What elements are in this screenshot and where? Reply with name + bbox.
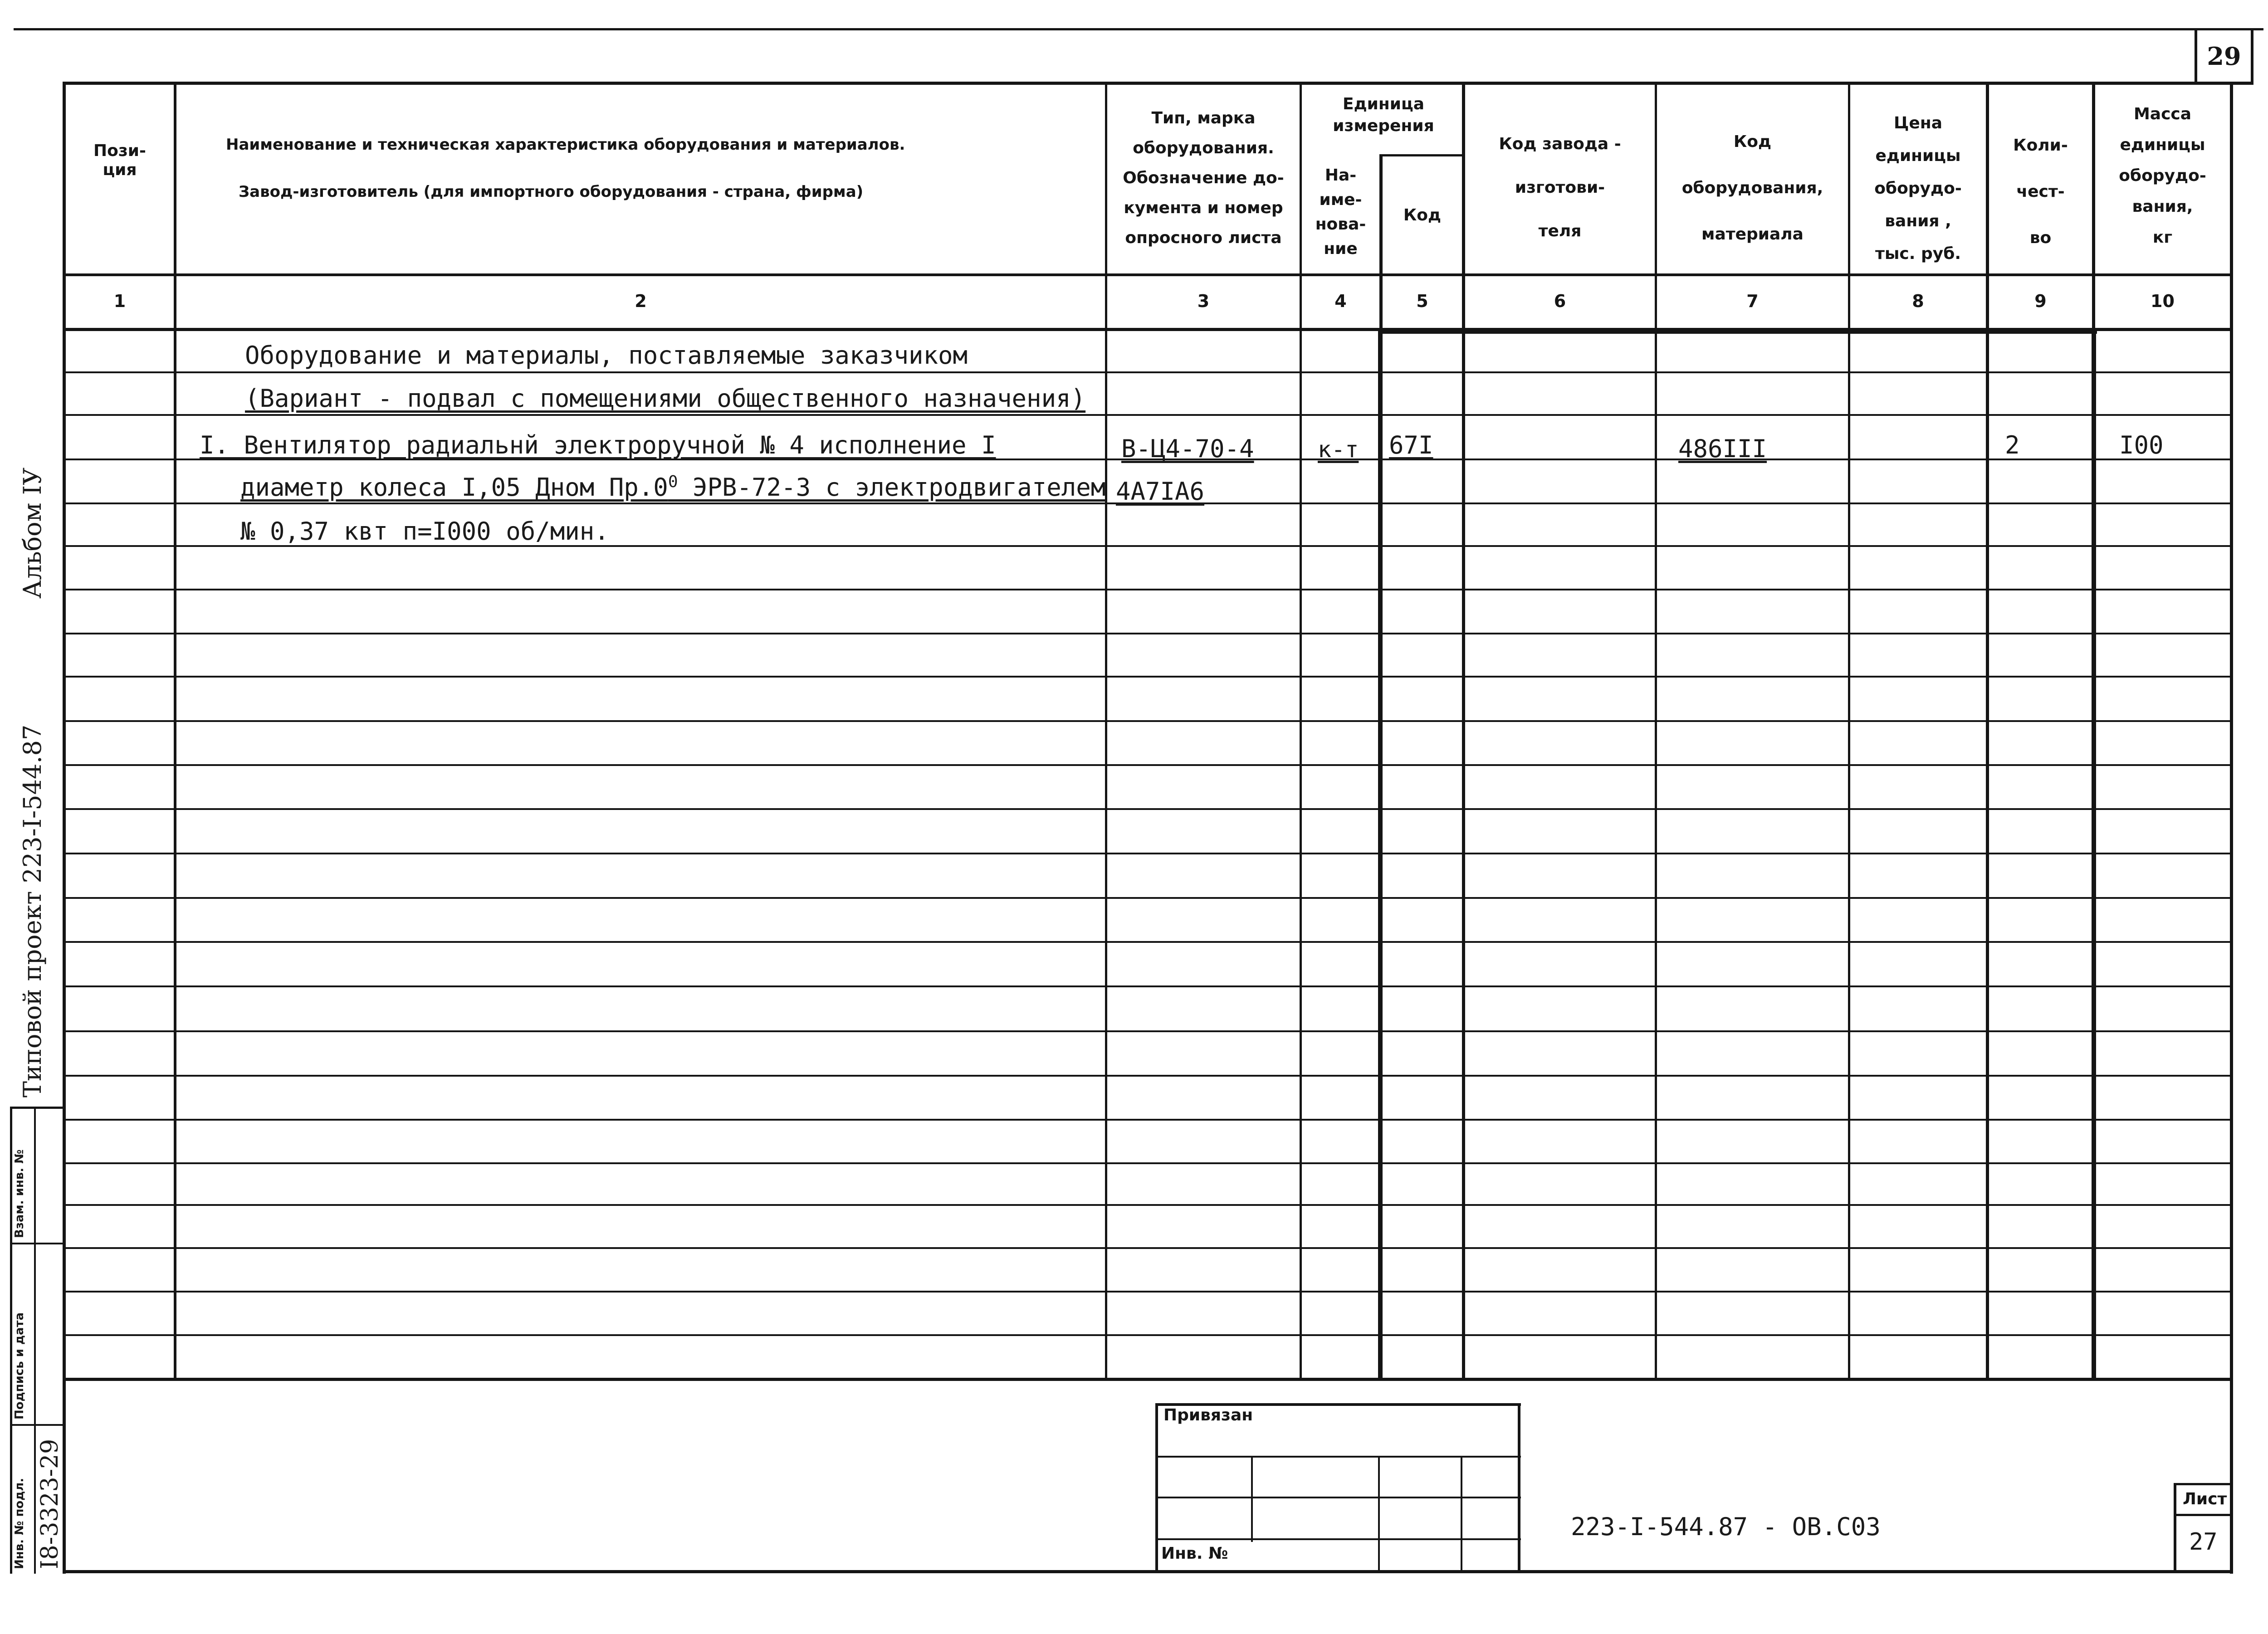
- stamp-left: [10, 1107, 12, 1574]
- section-title: Оборудование и материалы, поставляемые заказчиком: [245, 341, 968, 370]
- column-number: 7: [1746, 291, 1759, 311]
- row-line: [63, 1204, 2233, 1206]
- row-line: [63, 1075, 2233, 1077]
- col-line-5: [1462, 82, 1465, 1381]
- item-equipment-code: 486III: [1678, 434, 1767, 463]
- page-top-rule: [14, 28, 2263, 30]
- table-body-bottom: [63, 1378, 2233, 1381]
- column-number: 8: [1912, 291, 1924, 311]
- row-line: [63, 1334, 2233, 1336]
- column-number: 6: [1554, 291, 1566, 311]
- header-col5: Код: [1403, 206, 1442, 224]
- title-block-row: [1155, 1456, 1521, 1458]
- item-type-2: 4А7IА6: [1116, 477, 1205, 506]
- bold-box-right: [2092, 330, 2096, 1381]
- header-col7: Код оборудования, материала: [1681, 132, 1823, 244]
- header-col6: Код завода - изготови- теля: [1499, 135, 1621, 240]
- row-line: [63, 985, 2233, 987]
- table-right: [2230, 82, 2233, 1574]
- title-block-col: [1378, 1456, 1380, 1572]
- table-bottom: [63, 1570, 2233, 1573]
- item-unit-code: 67I: [1389, 431, 1433, 459]
- row-line: [63, 853, 2233, 854]
- item-unit-name: к-т: [1318, 436, 1359, 463]
- row-line: [63, 1162, 2233, 1164]
- table-left: [63, 82, 66, 1574]
- col-line-6: [1655, 82, 1657, 1381]
- column-number: 2: [635, 291, 647, 311]
- unit-group-divider: [1379, 154, 1465, 156]
- title-block-row: [1155, 1497, 1521, 1498]
- title-block-left: [1155, 1403, 1158, 1572]
- header-col4: На- име- нова- ние: [1315, 166, 1366, 258]
- stamp-label: Взам. инв. №: [13, 1149, 26, 1238]
- col-line-3: [1300, 82, 1302, 1381]
- item-mass: I00: [2119, 431, 2164, 459]
- row-line: [63, 1291, 2233, 1293]
- column-number: 4: [1334, 291, 1347, 311]
- header-col1: Пози- ция: [93, 141, 146, 179]
- row-line: [63, 633, 2233, 634]
- bound-label: Привязан: [1163, 1406, 1253, 1424]
- row-line: [63, 371, 2233, 373]
- title-block-row: [1155, 1538, 1521, 1540]
- item-quantity: 2: [2005, 431, 2020, 459]
- document-code: 223-I-544.87 - ОВ.С03: [1571, 1512, 1881, 1541]
- album-label: Альбом IУ: [18, 467, 47, 599]
- section-subtitle: (Вариант - подвал с помещениями общественного назначения): [245, 384, 1086, 413]
- column-number: 5: [1416, 291, 1428, 311]
- stamp-col: [34, 1107, 36, 1574]
- stamp-label: Инв. № подл.: [13, 1478, 26, 1569]
- sheet-box-mid: [2174, 1514, 2233, 1516]
- title-block-col: [1251, 1456, 1253, 1542]
- header-col9: Коли- чест- во: [2013, 136, 2068, 247]
- header-col3: Тип, марка оборудования. Обозначение до- кумента и номер опросного листа: [1123, 109, 1284, 247]
- stamp-divider: [10, 1243, 64, 1244]
- row-line: [63, 941, 2233, 943]
- row-line: [63, 676, 2233, 678]
- bold-box-top: [1379, 330, 2097, 334]
- row-line: [63, 414, 2233, 416]
- col-line-2: [1105, 82, 1107, 1381]
- item-line-1: I. Вентилятор радиальнй электроручной № 4 исполнение I: [200, 431, 996, 459]
- title-block-col: [1461, 1456, 1462, 1572]
- sheet-box-left: [2174, 1483, 2176, 1572]
- row-line: [63, 1119, 2233, 1121]
- title-block-right: [1518, 1403, 1520, 1572]
- column-number: 3: [1197, 291, 1210, 311]
- row-line: [63, 589, 2233, 590]
- column-number: 1: [113, 291, 126, 311]
- col-line-7: [1848, 82, 1850, 1381]
- sheet-box-top: [2174, 1483, 2233, 1485]
- column-number: 9: [2034, 291, 2047, 311]
- item-type-1: В-Ц4-70-4: [1121, 434, 1254, 463]
- stamp-top: [10, 1107, 64, 1109]
- col-line-1: [174, 82, 176, 1381]
- item-line-2: диаметр колеса I,05 Дном $Пр.0^0$ ЭРВ-72-3 с электродвигателем: [240, 473, 1106, 502]
- header-unit-group: Единица измерения: [1333, 95, 1434, 135]
- project-label: Типовой проект 223-I-544.87: [18, 724, 47, 1097]
- header-col2: Наименование и техническая характеристика оборудования и материалов. Завод-изготовитель (для импортного оборудования - страна, фирма): [226, 136, 905, 201]
- row-line: [63, 720, 2233, 722]
- row-line: [63, 808, 2233, 810]
- header-col10: Масса единицы оборудо- вания, кг: [2119, 105, 2206, 247]
- bold-box-left: [1378, 330, 1383, 1381]
- col-line-8: [1986, 82, 1989, 1381]
- sheet-number: 27: [2189, 1528, 2218, 1556]
- header-col8: Цена единицы оборудо- вания , тыс. руб.: [1874, 114, 1962, 263]
- row-line: [63, 897, 2233, 899]
- sheet-label: Лист: [2183, 1490, 2227, 1508]
- stamp-label: Подпись и дата: [13, 1312, 26, 1419]
- header-bottom: [63, 273, 2233, 276]
- corner-box-right: [2251, 28, 2253, 84]
- sheet-corner-number: 29: [2207, 42, 2241, 71]
- row-line: [63, 1247, 2233, 1249]
- item-line-3: № 0,37 квт п=I000 об/мин.: [240, 517, 609, 546]
- row-line: [63, 1030, 2233, 1032]
- inv-label: Инв. №: [1161, 1544, 1228, 1563]
- table-top: [63, 82, 2253, 85]
- column-number: 10: [2151, 291, 2175, 311]
- stamp-number: I8-3323-29: [36, 1439, 64, 1569]
- stamp-divider: [10, 1424, 64, 1426]
- row-line: [63, 764, 2233, 766]
